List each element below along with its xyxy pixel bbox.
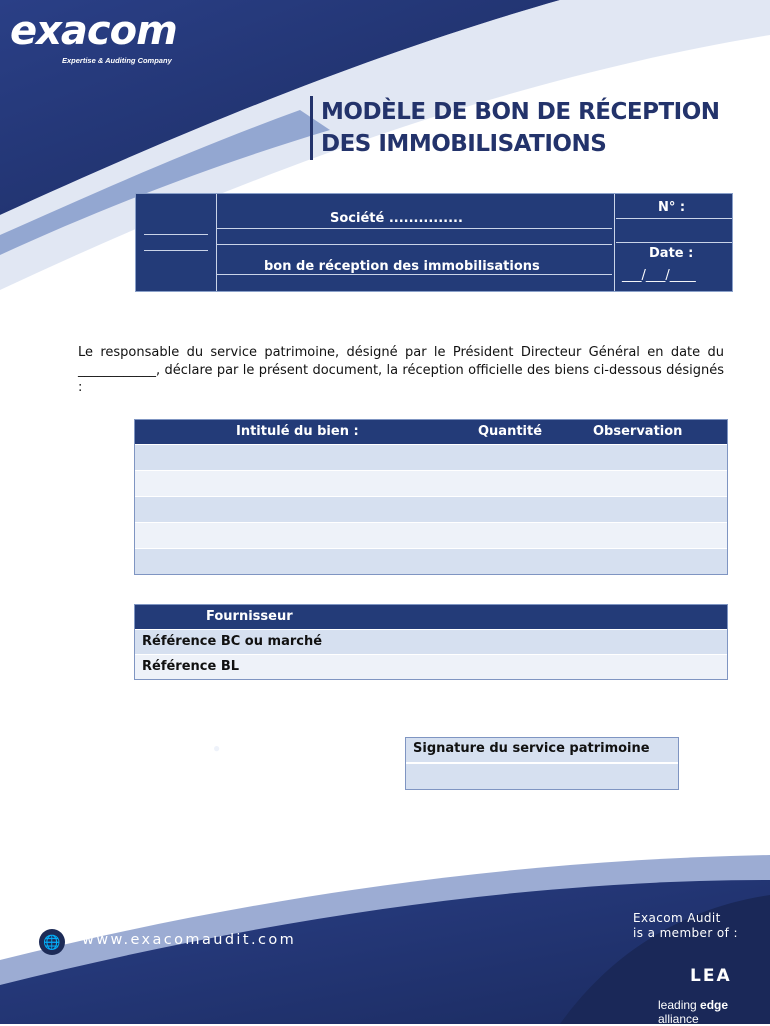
- lea-logo: LEA: [690, 966, 732, 986]
- po-reference-row[interactable]: [135, 630, 727, 655]
- items-table: [134, 419, 728, 575]
- signature-box: [405, 737, 679, 790]
- items-table-header: [135, 420, 727, 444]
- member-line-1: Exacom Audit: [633, 911, 721, 925]
- alliance-post: alliance: [658, 1012, 699, 1026]
- table-row[interactable]: [135, 444, 727, 470]
- globe-icon: 🌐: [39, 929, 65, 955]
- location-pin-icon: ●: [213, 741, 221, 755]
- table-row[interactable]: [135, 496, 727, 522]
- supplier-label: Fournisseur: [206, 609, 293, 624]
- alliance-pre: leading: [658, 998, 701, 1012]
- delivery-note-label: Référence BL: [142, 659, 240, 674]
- member-text: [633, 911, 738, 941]
- table-row[interactable]: [135, 548, 727, 574]
- logo-tagline: Expertise & Auditing Company: [62, 56, 172, 65]
- signature-area[interactable]: [406, 762, 678, 789]
- number-label: N° :: [658, 200, 686, 215]
- signature-label: Signature du service patrimoine: [406, 738, 678, 762]
- title-line-1: MODÈLE DE BON DE RÉCEPTION: [321, 99, 720, 125]
- date-value: ___/___/____: [622, 268, 696, 283]
- column-header-observation: Observation: [593, 424, 683, 439]
- table-row[interactable]: [135, 470, 727, 496]
- exacom-logo: [10, 8, 210, 68]
- receipt-title-field: bon de réception des immobilisations: [264, 259, 540, 274]
- company-field: Société ...............: [330, 211, 463, 226]
- document-title: [310, 96, 720, 160]
- supplier-row[interactable]: [135, 605, 727, 630]
- intro-paragraph: Le responsable du service patrimoine, désigné par le Président Directeur Général en date du ____________, déclare par le présent document, la réception officielle des biens ci-dessous désignés :: [78, 345, 724, 395]
- header-info-box: [135, 193, 733, 292]
- logo-wordmark: exacom: [10, 8, 177, 54]
- title-line-2: DES IMMOBILISATIONS: [321, 131, 607, 157]
- column-header-item: Intitulé du bien :: [236, 424, 359, 439]
- date-label: Date :: [649, 246, 694, 261]
- alliance-bold: edge: [700, 998, 729, 1012]
- delivery-note-row[interactable]: [135, 655, 727, 679]
- website-link[interactable]: www.exacomaudit.com: [82, 932, 297, 948]
- member-line-2: is a member of :: [633, 926, 738, 940]
- alliance-name: [658, 998, 770, 1026]
- supplier-table: [134, 604, 728, 680]
- column-header-quantity: Quantité: [478, 424, 543, 439]
- table-row[interactable]: [135, 522, 727, 548]
- po-reference-label: Référence BC ou marché: [142, 634, 323, 649]
